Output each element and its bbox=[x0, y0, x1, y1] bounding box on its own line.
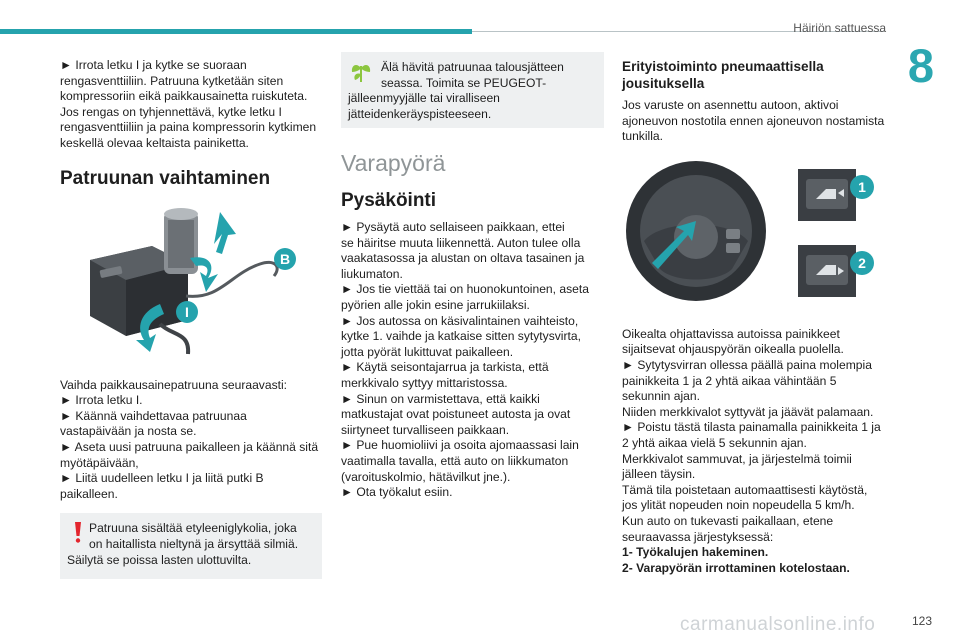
text-line: Tämä tila poistetaan automaattisesti käytöstä, bbox=[622, 482, 868, 497]
text-line: paikalleen. bbox=[60, 486, 118, 501]
eco-line: seassa. Toimita se PEUGEOT- bbox=[381, 75, 547, 90]
recycle-leaf-icon bbox=[348, 60, 374, 84]
section-heading-parking: Pysäköinti bbox=[341, 190, 437, 211]
subsection-heading-line2: jousituksella bbox=[622, 76, 705, 91]
text-line: ► Aseta uusi patruuna paikalleen ja käännä sitä bbox=[60, 439, 319, 454]
text-line: sekunnin ajan. bbox=[622, 389, 700, 404]
text-line: rengasventtiiliin. Patruuna kytketään siten bbox=[60, 73, 284, 88]
text-line: jälleen täysin. bbox=[622, 467, 696, 482]
text-line: vastapäivään ja nosta se. bbox=[60, 424, 197, 439]
text-line: ► Poistu tästä tilasta painamalla painikkeita 1 ja bbox=[622, 420, 881, 435]
chapter-heading: Varapyörä bbox=[341, 150, 446, 176]
air-suspension-body bbox=[622, 327, 887, 577]
label-i: I bbox=[185, 303, 189, 320]
text-line: Niiden merkkivalot syttyvät ja jäävät palamaan. bbox=[622, 404, 874, 419]
column-3 bbox=[622, 58, 887, 576]
steering-wheel-illustration bbox=[622, 159, 887, 321]
text-line: (varoituskolmio, hätävilkut jne.). bbox=[341, 469, 511, 484]
parking-paragraph bbox=[341, 220, 604, 501]
text-line: painikkeita 1 ja 2 yhtä aikaa vähintään 5 bbox=[622, 373, 837, 388]
text-line: ► Irrota letku I. bbox=[60, 393, 143, 408]
eco-line: Älä hävitä patruunaa talousjätteen bbox=[381, 60, 564, 74]
text-line: siirtyneet turvalliseen paikkaan. bbox=[341, 422, 510, 437]
label-b: B bbox=[279, 250, 291, 267]
watermark: carmanualsonline.info bbox=[680, 614, 876, 635]
ordered-item: 2- Varapyörän irrottaminen kotelostaan. bbox=[622, 560, 850, 575]
steering-wheel-figure bbox=[622, 159, 887, 321]
cartridge-figure bbox=[60, 204, 322, 364]
air-suspension-intro bbox=[622, 98, 887, 145]
text-line: ► Käännä vaihdettavaa patruunaa bbox=[60, 408, 247, 423]
warning-line: on haitallista nieltynä ja ärsyttää silmiä. bbox=[89, 536, 299, 551]
chapter-number: 8 bbox=[899, 41, 943, 91]
text-line: Merkkivalot sammuvat, ja järjestelmä toimii bbox=[622, 451, 852, 466]
warning-line: Säilytä se poissa lasten ulottuvilta. bbox=[67, 552, 252, 567]
compressor-illustration bbox=[60, 204, 322, 364]
text-line: Jos varuste on asennettu autoon, aktivoi bbox=[622, 98, 839, 112]
text-line: merkkivalo syttyy mittaristossa. bbox=[341, 375, 508, 390]
text-line: ► Liitä uudelleen letku I ja liitä putki B bbox=[60, 471, 264, 486]
warning-line: Patruuna sisältää etyleeniglykolia, joka bbox=[89, 521, 297, 536]
subsection-heading-line1: Erityistoiminto pneumaattisella bbox=[622, 59, 824, 74]
text-line: 2 yhtä aikaa vielä 5 sekunnin ajan. bbox=[622, 435, 807, 450]
text-line: ► Sytytysvirran ollessa päällä paina molempia bbox=[622, 357, 872, 372]
text-line: Vaihda paikkausainepatruuna seuraavasti: bbox=[60, 377, 288, 392]
text-line: ajoneuvon nostotila ennen ajoneuvon nostamista bbox=[622, 113, 885, 128]
text-line: vaakatasossa ja alustan on oltava tasainen ja bbox=[341, 251, 585, 266]
column-1 bbox=[60, 58, 322, 579]
text-line: ► Ota työkalut esiin. bbox=[341, 485, 453, 500]
text-line: rengasventtiiliin ja paina kompressorin kytkimen bbox=[60, 120, 317, 135]
text-line: liukumaton. bbox=[341, 266, 403, 281]
text-line: tunkilla. bbox=[622, 129, 664, 144]
text-line: Oikealta ohjattavissa autoissa painikkeet bbox=[622, 326, 840, 341]
text-line: sijaitsevat ohjauspyörän oikealla puolella. bbox=[622, 342, 844, 357]
warning-exclamation-icon bbox=[69, 520, 87, 544]
eco-line: jälleenmyyjälle tai viralliseen bbox=[348, 91, 500, 106]
text-line: se häiritse muuta liikennettä. Auton tulee olla bbox=[341, 235, 581, 250]
button-2-label: 2 bbox=[858, 254, 866, 271]
button-1-label: 1 bbox=[858, 178, 866, 195]
text-line: ► Pue huomioliivi ja osoita ajomaassasi lain bbox=[341, 438, 579, 453]
steps-paragraph bbox=[60, 378, 322, 503]
text-line: myötäpäivään, bbox=[60, 455, 139, 470]
text-line: jotta pyörät lukittuvat paikalleen. bbox=[341, 344, 514, 359]
text-line: ► Käytä seisontajarrua ja tarkista, että bbox=[341, 360, 549, 375]
text-line: matkustajat ovat poistuneet autosta ja ovat bbox=[341, 407, 571, 422]
ordered-item: 1- Työkalujen hakeminen. bbox=[622, 545, 769, 560]
text-line: kompressoriin eikä paikkausainetta ruiskuteta. bbox=[60, 89, 308, 104]
intro-paragraph bbox=[60, 58, 322, 152]
text-line: seuraavassa järjestyksessä: bbox=[622, 529, 774, 544]
text-line: ► Sinun on varmistettava, että kaikki bbox=[341, 391, 540, 406]
header-title: Häiriön sattuessa bbox=[793, 21, 886, 35]
eco-notice bbox=[341, 52, 604, 128]
text-line: ► Irrota letku I ja kytke se suoraan bbox=[60, 58, 247, 72]
text-line: pyörien alle jokin esine jarrukiilaksi. bbox=[341, 297, 530, 312]
text-line: ► Jos tie viettää tai on huonokuntoinen, aseta bbox=[341, 282, 589, 297]
warning-notice bbox=[60, 513, 322, 579]
text-line: Jos rengas on tyhjennettävä, kytke letku I bbox=[60, 104, 282, 119]
page-number: 123 bbox=[912, 614, 933, 628]
text-line: jos ylität nopeuden noin nopeudella 5 km/h. bbox=[622, 498, 855, 513]
text-line: vaatimalla tavalla, että auto on liikkumaton bbox=[341, 453, 569, 468]
column-2 bbox=[341, 52, 604, 501]
eco-line: jätteidenkeräyspisteeseen. bbox=[348, 106, 492, 121]
text-line: kytke 1. vaihde ja katkaise sitten sytytysvirta, bbox=[341, 329, 581, 344]
text-line: keskellä olevaa keltaista painiketta. bbox=[60, 135, 249, 150]
text-line: Kun auto on tukevasti paikallaan, etene bbox=[622, 513, 834, 528]
text-line: ► Pysäytä auto sellaiseen paikkaan, ettei bbox=[341, 220, 565, 234]
text-line: ► Jos autossa on käsivalintainen vaihteisto, bbox=[341, 313, 579, 328]
section-heading-cartridge: Patruunan vaihtaminen bbox=[60, 167, 271, 189]
